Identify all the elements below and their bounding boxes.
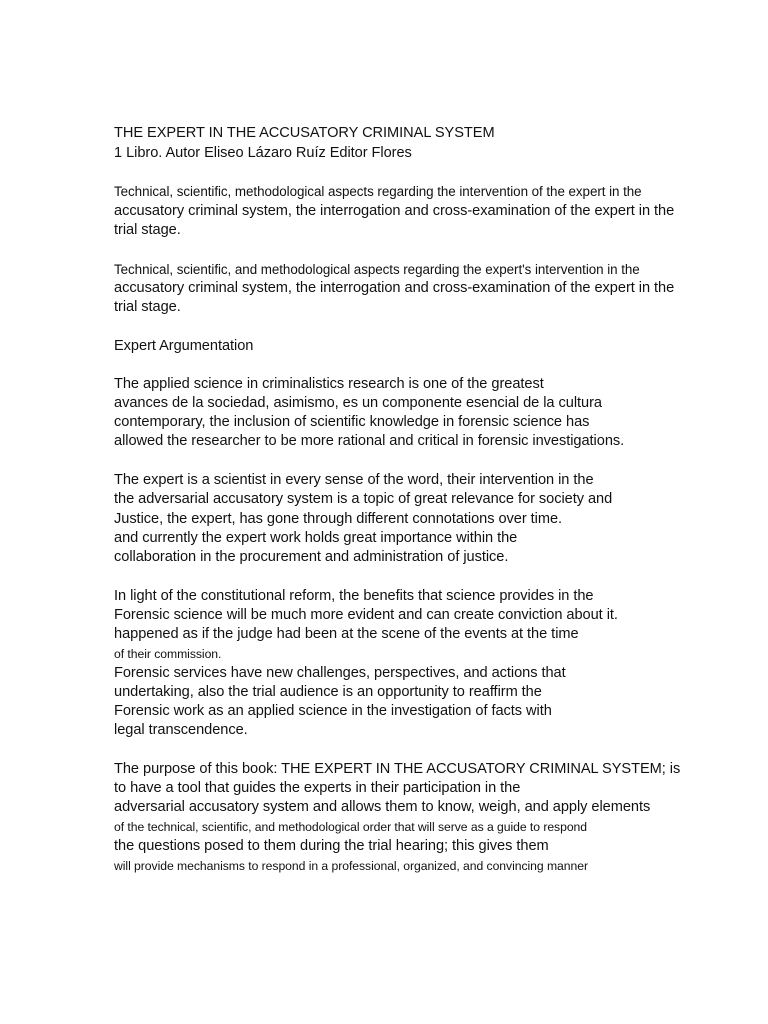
paragraph-1-line: accusatory criminal system, the interrogation and cross-examination of the expert in the — [114, 203, 675, 219]
paragraph-5-line: undertaking, also the trial audience is an opportunity to reaffirm the — [114, 684, 542, 700]
paragraph-5-line: of their commission. — [114, 647, 222, 661]
paragraph-6-line: adversarial accusatory system and allows them to know, weigh, and apply elements — [114, 799, 651, 815]
paragraph-5-line: legal transcendence. — [114, 722, 248, 738]
paragraph-4-line: collaboration in the procurement and administration of justice. — [114, 549, 509, 565]
section-heading: Expert Argumentation — [114, 338, 254, 354]
paragraph-4-line: The expert is a scientist in every sense of the word, their intervention in the — [114, 472, 594, 488]
paragraph-6-line: to have a tool that guides the experts in their participation in the — [114, 780, 521, 796]
paragraph-3-line: The applied science in criminalistics research is one of the greatest — [114, 376, 544, 392]
paragraph-4-line: Justice, the expert, has gone through different connotations over time. — [114, 511, 563, 527]
paragraph-5-line: Forensic services have new challenges, perspectives, and actions that — [114, 665, 566, 681]
paragraph-3-line: avances de la sociedad, asimismo, es un componente esencial de la cultura — [114, 395, 602, 411]
paragraph-4-line: and currently the expert work holds great importance within the — [114, 530, 518, 546]
document-title: THE EXPERT IN THE ACCUSATORY CRIMINAL SYSTEM — [114, 125, 495, 141]
paragraph-1-line: trial stage. — [114, 222, 181, 238]
paragraph-3-line: allowed the researcher to be more rational and critical in forensic investigations. — [114, 433, 625, 449]
paragraph-5-line: Forensic work as an applied science in the investigation of facts with — [114, 703, 552, 719]
paragraph-2-line: trial stage. — [114, 299, 181, 315]
paragraph-4-line: the adversarial accusatory system is a topic of great relevance for society and — [114, 491, 613, 507]
document-subtitle: 1 Libro. Autor Eliseo Lázaro Ruíz Editor Flores — [114, 145, 412, 161]
paragraph-2-line: Technical, scientific, and methodological aspects regarding the expert's intervention in the — [114, 262, 640, 277]
paragraph-5-line: In light of the constitutional reform, the benefits that science provides in the — [114, 588, 594, 604]
paragraph-6-line: will provide mechanisms to respond in a professional, organized, and convincing manner — [114, 859, 588, 873]
paragraph-6-line: The purpose of this book: THE EXPERT IN THE ACCUSATORY CRIMINAL SYSTEM; is — [114, 761, 681, 777]
paragraph-2-line: accusatory criminal system, the interrogation and cross-examination of the expert in the — [114, 280, 675, 296]
paragraph-1-line: Technical, scientific, methodological aspects regarding the intervention of the expert in the — [114, 184, 642, 199]
paragraph-3-line: contemporary, the inclusion of scientific knowledge in forensic science has — [114, 414, 590, 430]
paragraph-5-line: Forensic science will be much more evident and can create conviction about it. — [114, 607, 618, 623]
paragraph-5-line: happened as if the judge had been at the scene of the events at the time — [114, 626, 579, 642]
paragraph-6-line: the questions posed to them during the trial hearing; this gives them — [114, 838, 549, 854]
paragraph-6-line: of the technical, scientific, and methodological order that will serve as a guide to respond — [114, 820, 588, 834]
